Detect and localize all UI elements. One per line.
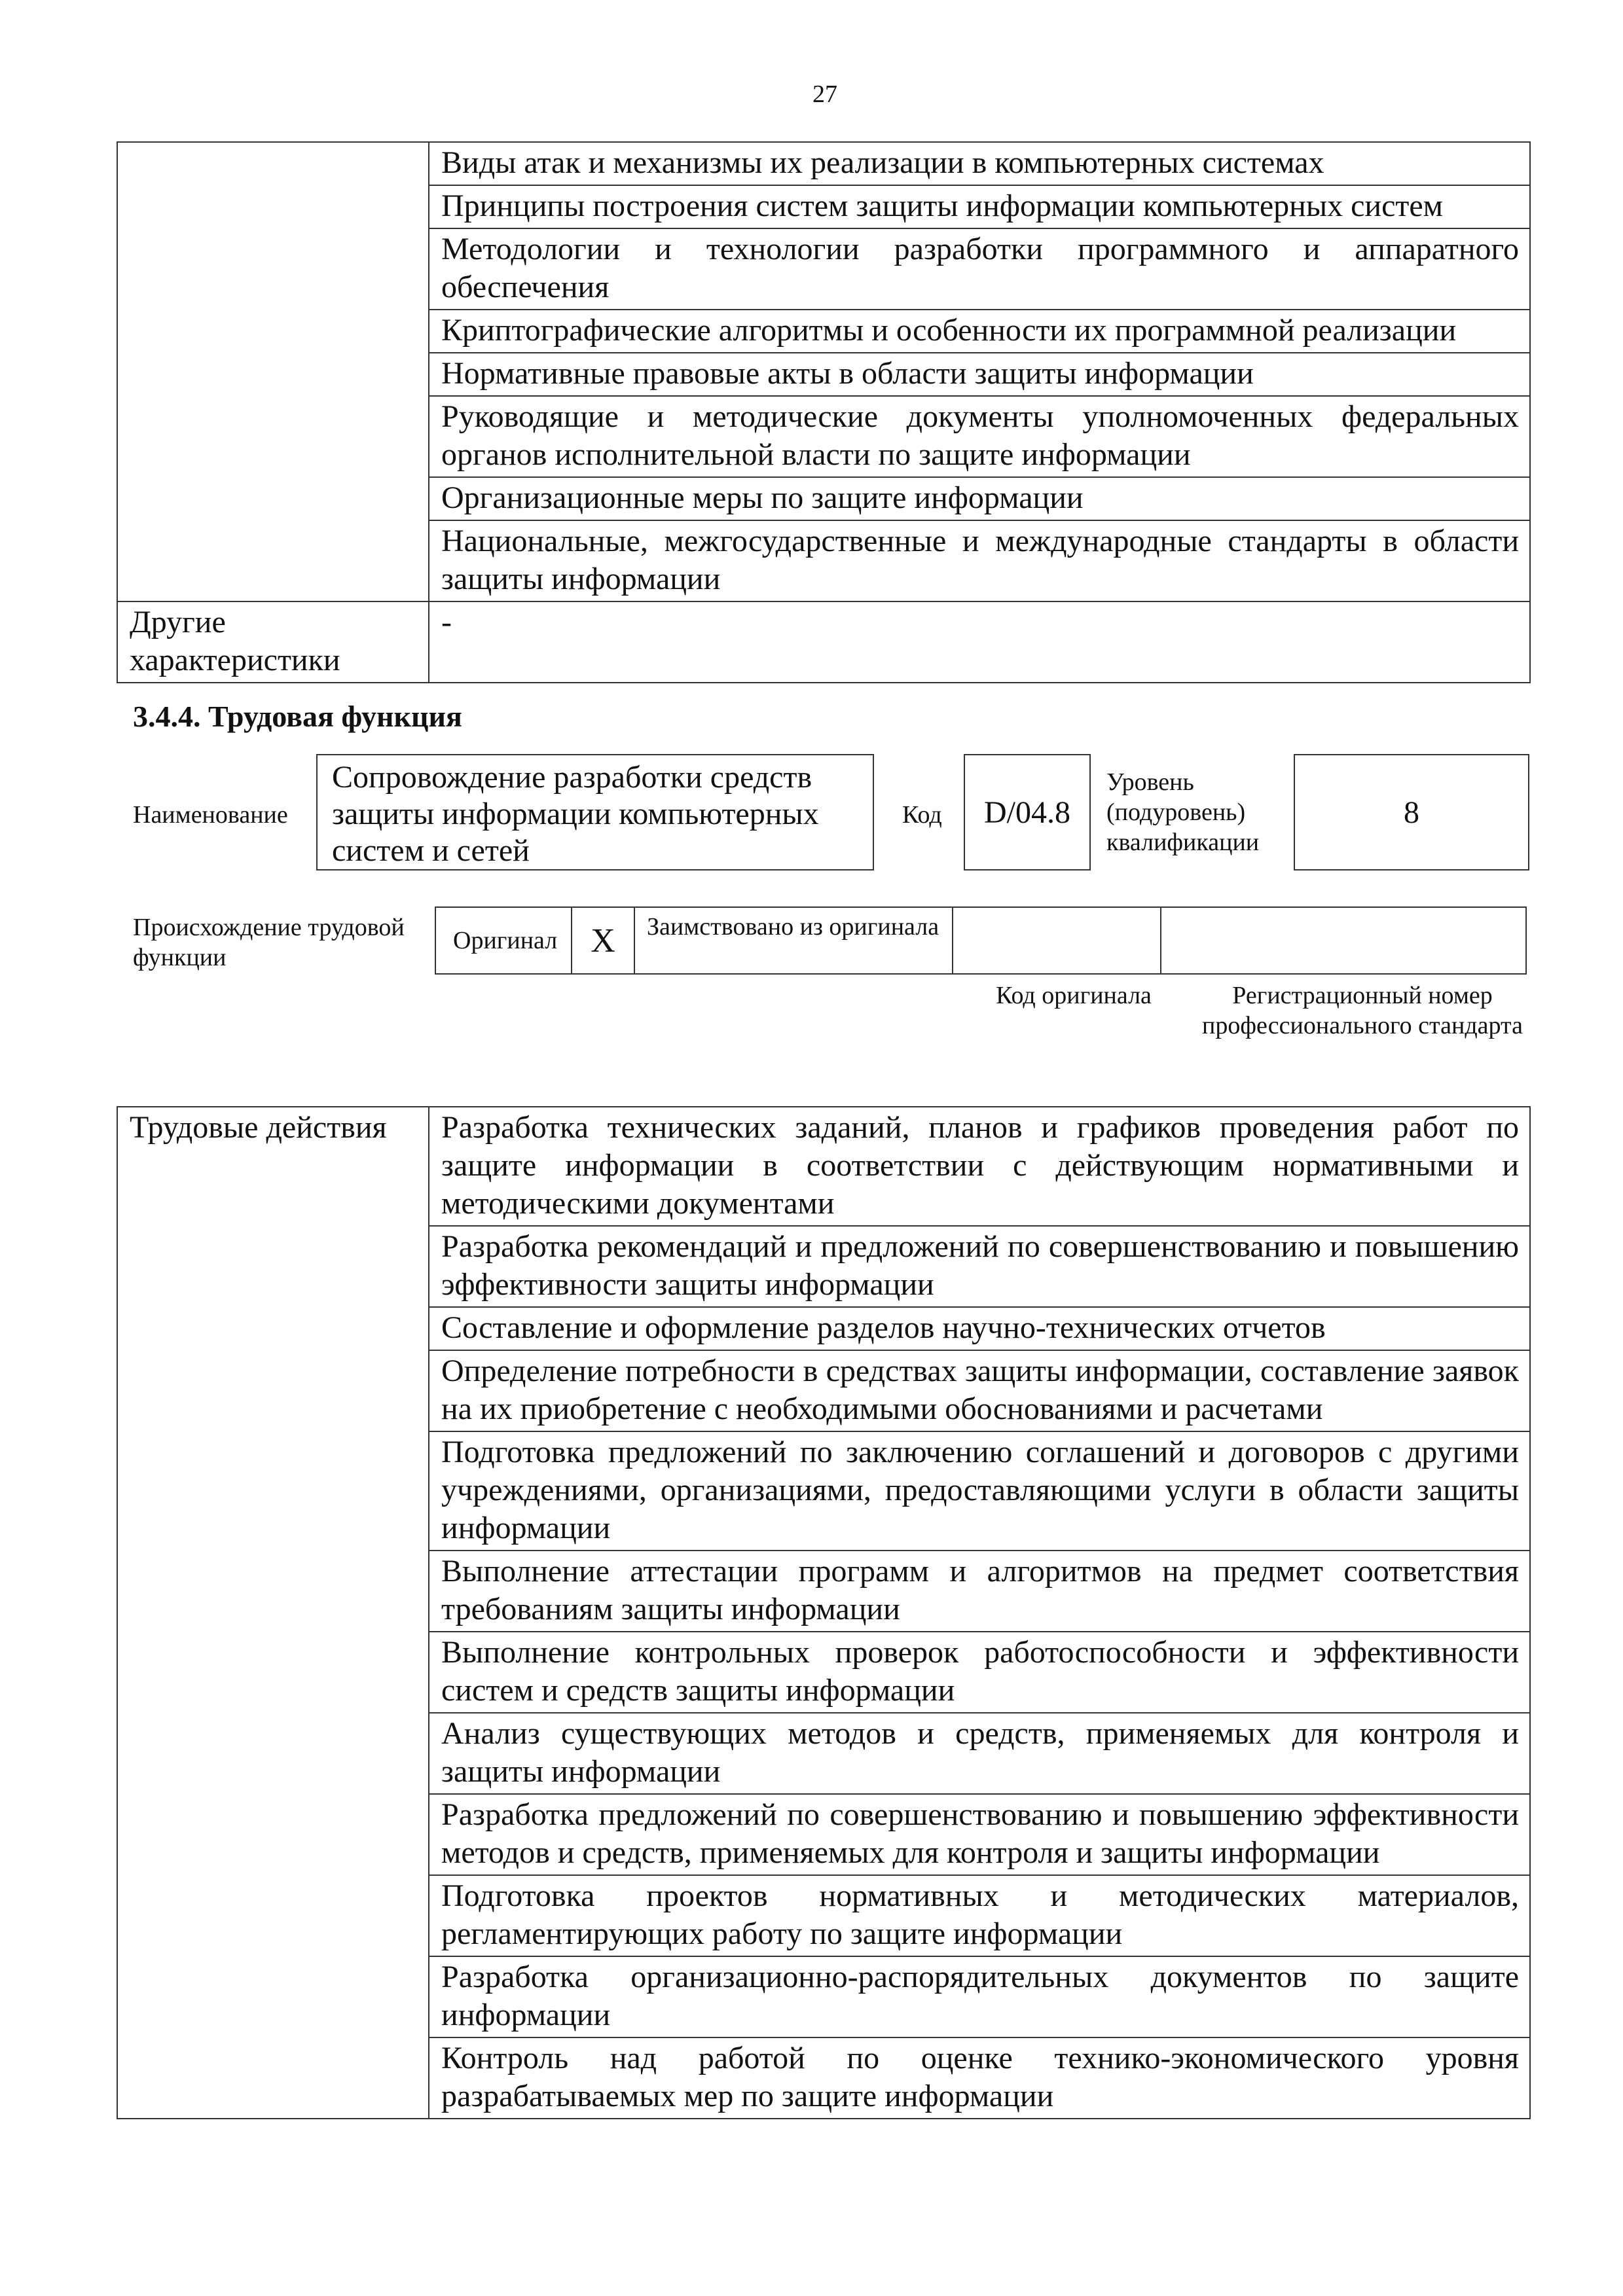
labor-action-item: Разработка рекомендаций и предложений по совершенствованию и повышению эффективности защиты информации xyxy=(429,1226,1530,1307)
origin-row xyxy=(435,906,1529,975)
borrowed-cell: Заимствовано из оригинала xyxy=(634,906,953,975)
code-label: Код xyxy=(902,801,942,829)
original-cell: Оригинал xyxy=(435,906,572,975)
knowledge-table xyxy=(117,141,1531,683)
level-label: Уровень (подуровень) квалификации xyxy=(1106,768,1260,856)
labor-action-item: Подготовка проектов нормативных и методических материалов, регламентирующих работу по защите информации xyxy=(429,1875,1530,1956)
labor-action-item: Анализ существующих методов и средств, применяемых для контроля и защиты информации xyxy=(429,1713,1530,1794)
knowledge-item: Виды атак и механизмы их реализации в компьютерных системах xyxy=(429,142,1530,185)
labor-action-item: Контроль над работой по оценке технико-экономического уровня разрабатываемых мер по защите информации xyxy=(429,2037,1530,2119)
knowledge-item: Национальные, межгосударственные и международные стандарты в области защиты информации xyxy=(429,520,1530,601)
knowledge-item: Руководящие и методические документы уполномоченных федеральных органов исполнительной власти по защите информации xyxy=(429,396,1530,477)
function-name-box: Сопровождение разработки средств защиты информации компьютерных систем и сетей xyxy=(316,754,874,870)
labor-action-item: Разработка организационно-распорядительных документов по защите информации xyxy=(429,1956,1530,2037)
labor-actions-label: Трудовые действия xyxy=(117,1107,429,2119)
labor-action-item: Выполнение контрольных проверок работоспособности и эффективности систем и средств защиты информации xyxy=(429,1632,1530,1713)
table-row xyxy=(117,142,1530,185)
table-row xyxy=(117,1107,1530,1226)
section-title: 3.4.4. Трудовая функция xyxy=(133,700,462,733)
table-row xyxy=(117,601,1530,683)
knowledge-item: Криптографические алгоритмы и особенности их программной реализации xyxy=(429,310,1530,353)
labor-action-item: Разработка предложений по совершенствованию и повышению эффективности методов и средств, применяемых для контроля и защиты информации xyxy=(429,1794,1530,1875)
original-code-caption: Код оригинала xyxy=(996,982,1152,1009)
level-value-box: 8 xyxy=(1294,754,1529,870)
other-characteristics-value: - xyxy=(429,601,1530,683)
original-mark-cell: X xyxy=(571,906,635,975)
knowledge-item: Нормативные правовые акты в области защиты информации xyxy=(429,353,1530,396)
name-label: Наименование xyxy=(133,801,288,829)
labor-action-item: Разработка технических заданий, планов и графиков проведения работ по защите информации в соответствии с действующим нормативными и методическими документами xyxy=(429,1107,1530,1226)
origin-label: Происхождение трудовой функции xyxy=(133,914,405,971)
other-characteristics-label: Другие характеристики xyxy=(117,601,429,683)
reg-number-cell xyxy=(1160,906,1527,975)
knowledge-item: Организационные меры по защите информации xyxy=(429,477,1530,520)
labor-actions-table xyxy=(117,1106,1531,2119)
original-code-cell xyxy=(952,906,1161,975)
knowledge-label-cell xyxy=(117,142,429,601)
knowledge-item: Методологии и технологии разработки программного и аппаратного обеспечения xyxy=(429,228,1530,310)
page-number: 27 xyxy=(812,81,837,108)
reg-number-caption: Регистрационный номер профессионального стандарта xyxy=(1202,982,1523,1039)
knowledge-item: Принципы построения систем защиты информации компьютерных систем xyxy=(429,185,1530,228)
labor-action-item: Выполнение аттестации программ и алгоритмов на предмет соответствия требованиям защиты информации xyxy=(429,1551,1530,1632)
labor-action-item: Составление и оформление разделов научно-технических отчетов xyxy=(429,1307,1530,1350)
function-code-box: D/04.8 xyxy=(964,754,1091,870)
labor-action-item: Определение потребности в средствах защиты информации, составление заявок на их приобретение с необходимыми обоснованиями и расчетами xyxy=(429,1350,1530,1431)
labor-action-item: Подготовка предложений по заключению соглашений и договоров с другими учреждениями, организациями, предоставляющими услуги в области защиты информации xyxy=(429,1431,1530,1551)
